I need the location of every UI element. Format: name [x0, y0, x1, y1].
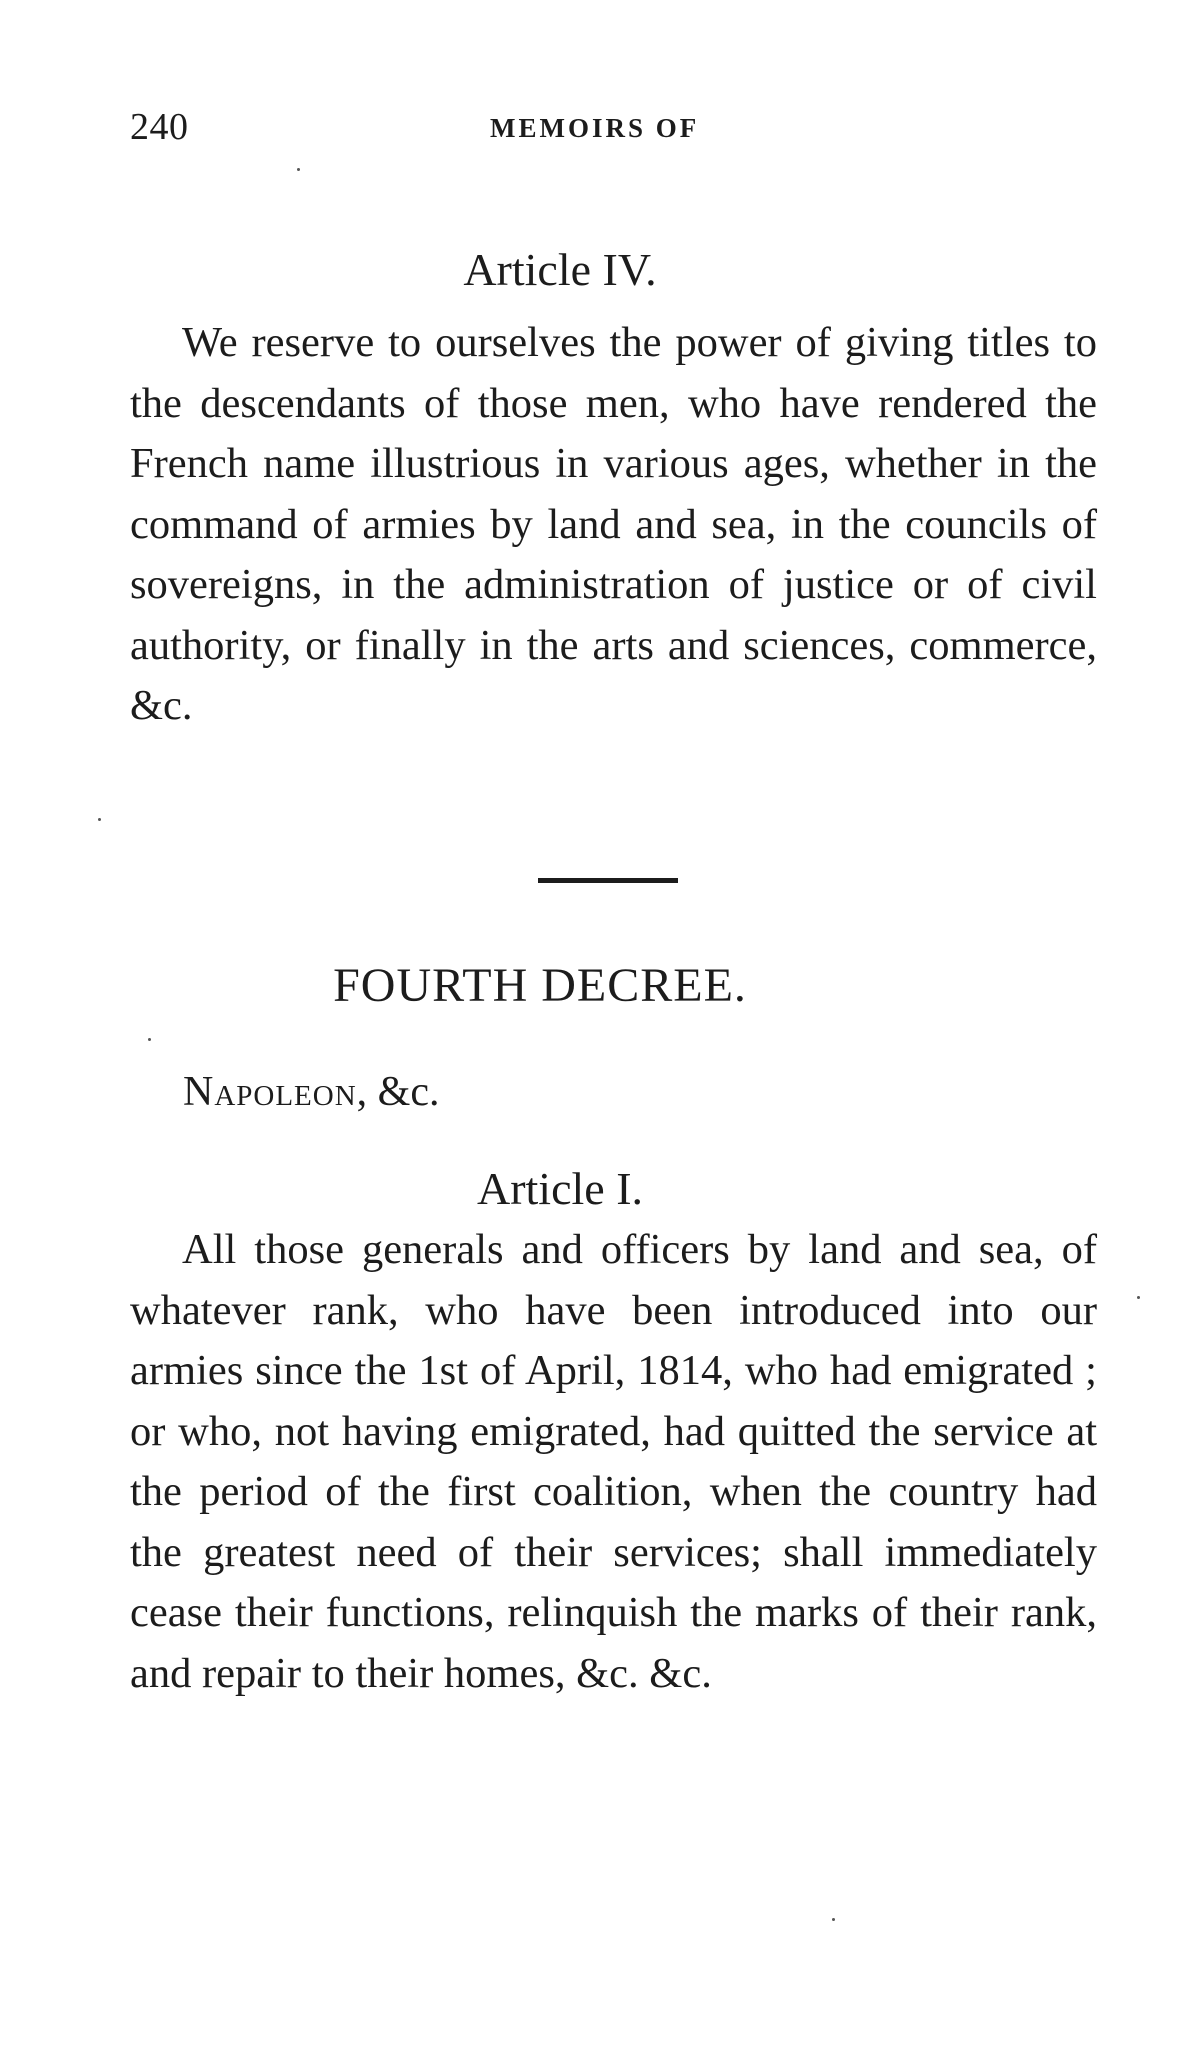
decree-title: FOURTH DECREE.: [333, 959, 747, 1012]
article-iv-heading: Article IV.: [463, 244, 657, 295]
article-i-heading: Article I.: [476, 1163, 644, 1214]
article-iv-paragraph: We reserve to ourselves the power of giving titles to the descendants of those men, who have rendered the French name illustrious in various ages, whether in the command of armies by land and sea, in the councils of sovereigns, in the administration of justice or of civil authority, or finally in the arts and sciences, commerce, &c.: [130, 319, 1097, 729]
print-speck: [297, 168, 300, 171]
section-divider: [538, 878, 678, 883]
page-number: 240: [130, 106, 189, 148]
running-title: MEMOIRS OF: [490, 113, 700, 143]
print-speck: [148, 1038, 151, 1041]
print-speck: [1137, 1296, 1140, 1299]
print-speck: [832, 1918, 835, 1921]
print-speck: [98, 818, 101, 821]
article-i-paragraph: All those generals and officers by land and sea, of whatever rank, who have been introduced into our armies since the 1st of April, 1814, who had emigrated ; or who, not having emigrated, had quitted the service at the period of the first coalition, when the country had the greatest need of their services; shall immediately cease their functions, relinquish the marks of their rank, and repair to their homes, &c. &c.: [130, 1226, 1097, 1697]
issuer-name: Napoleon: [183, 1069, 357, 1115]
running-head: [130, 105, 1090, 155]
decree-issuer: [183, 1068, 439, 1116]
issuer-suffix: , &c.: [356, 1069, 440, 1115]
